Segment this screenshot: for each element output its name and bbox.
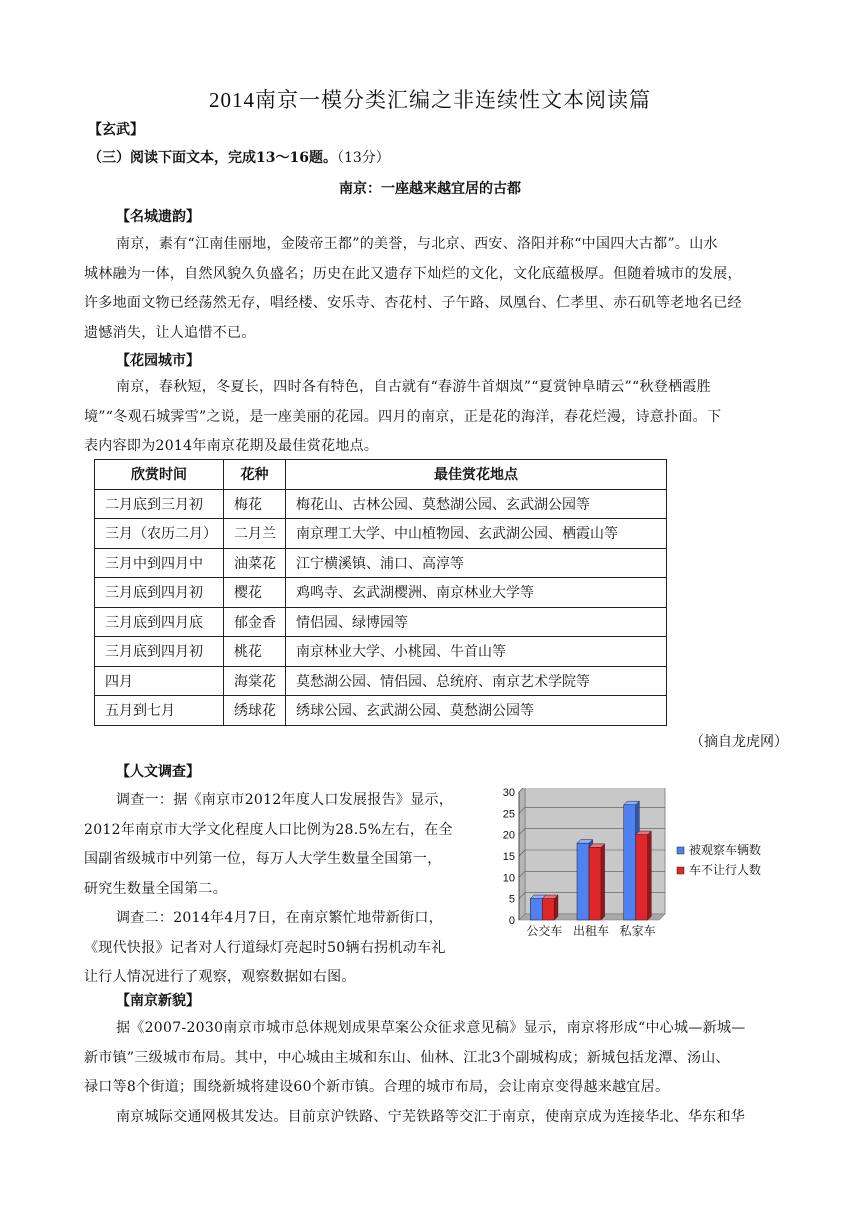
table-cell: 油菜花 bbox=[224, 548, 286, 578]
paragraph-line: 禄口等8个街道；围绕新城将建设60个新市镇。合理的城市布局，会让南京变得越来越宜居。 bbox=[84, 1079, 670, 1095]
paragraph-line: 遗憾消失，让人追惜不已。 bbox=[84, 324, 256, 341]
table-header: 最佳赏花地点 bbox=[286, 460, 667, 490]
y-tick-label: 25 bbox=[502, 808, 515, 821]
bar bbox=[589, 847, 601, 920]
table-cell: 绣球花 bbox=[224, 696, 286, 726]
legend-label: 车不让行人数 bbox=[689, 863, 762, 877]
paragraph-line: 城林融为一体，自然风貌久负盛名；历史在此又遗存下灿烂的文化，文化底蕴极厚。但随着城市的发展， bbox=[84, 265, 742, 282]
table-cell: 四月 bbox=[95, 666, 224, 696]
district-label: 【玄武】 bbox=[88, 122, 144, 138]
table-header: 花种 bbox=[224, 460, 286, 490]
paragraph-line: 境”“冬观石城霁雪”之说，是一座美丽的花园。四月的南京，正是花的海洋，春花烂漫，诗意扑面。下 bbox=[84, 408, 722, 425]
table-cell: 情侣园、绿博园等 bbox=[286, 607, 667, 637]
bar-side bbox=[648, 831, 652, 920]
paragraph-line: 据《2007-2030南京市城市总体规划成果草案公众征求意见稿》显示，南京将形成“中心城—新城— bbox=[116, 1020, 746, 1036]
flower-table bbox=[94, 459, 667, 726]
bar-chart-svg bbox=[493, 788, 773, 944]
paragraph-line: 调查一：据《南京市2012年度人口发展报告》显示， bbox=[116, 792, 454, 808]
legend-swatch bbox=[677, 867, 684, 874]
question-heading bbox=[88, 151, 390, 165]
table-cell: 三月底到四月初 bbox=[95, 637, 224, 667]
table-cell: 海棠花 bbox=[224, 666, 286, 696]
x-category-label: 公交车 bbox=[526, 924, 563, 938]
y-tick-label: 30 bbox=[502, 788, 515, 799]
table-source-note: （摘自龙虎网） bbox=[690, 734, 788, 750]
x-category-label: 私家车 bbox=[619, 924, 656, 938]
table-row bbox=[95, 578, 667, 608]
paragraph-line: 南京城际交通网极其发达。目前京沪铁路、宁芜铁路等交汇于南京，使南京成为连接华北、华东和华 bbox=[116, 1108, 746, 1125]
question-score: （13分） bbox=[336, 150, 390, 166]
table-cell: 二月兰 bbox=[224, 519, 286, 549]
table-cell: 郁金香 bbox=[224, 607, 286, 637]
document-title: 2014南京一模分类汇编之非连续性文本阅读篇 bbox=[209, 88, 651, 112]
pedestrian-yield-chart bbox=[493, 788, 773, 944]
table-cell: 梅花山、古林公园、莫愁湖公园、玄武湖公园等 bbox=[286, 489, 667, 519]
paragraph-line: 《现代快报》记者对人行道绿灯亮起时50辆右拐机动车礼 bbox=[84, 939, 446, 956]
table-cell: 莫愁湖公园、情侣园、总统府、南京艺术学院等 bbox=[286, 666, 667, 696]
table-cell: 桃花 bbox=[224, 637, 286, 667]
table-header: 欣赏时间 bbox=[95, 460, 224, 490]
question-instruction: （三）阅读下面文本，完成13～16题。 bbox=[88, 150, 337, 166]
table-cell: 三月底到四月底 bbox=[95, 607, 224, 637]
plot-side-wall bbox=[519, 788, 525, 920]
bar-side bbox=[601, 844, 605, 920]
table-cell: 樱花 bbox=[224, 578, 286, 608]
y-tick-label: 5 bbox=[508, 893, 515, 906]
table-row bbox=[95, 519, 667, 549]
table-row bbox=[95, 548, 667, 578]
bar-side bbox=[554, 895, 558, 920]
y-tick-label: 0 bbox=[508, 915, 515, 927]
table-row bbox=[95, 637, 667, 667]
table-cell: 绣球公园、玄武湖公园、莫愁湖公园等 bbox=[286, 696, 667, 726]
y-tick-label: 10 bbox=[502, 872, 515, 885]
table-row bbox=[95, 489, 667, 519]
paragraph-line: 让行人情况进行了观察，观察数据如右图。 bbox=[84, 969, 356, 985]
legend-label: 被观察车辆数 bbox=[689, 843, 762, 857]
paragraph-line: 调查二：2014年4月7日，在南京繁忙地带新街口， bbox=[116, 910, 443, 926]
section-garden-text bbox=[84, 373, 784, 462]
paragraph-line: 表内容即为2014年南京花期及最佳赏花地点。 bbox=[84, 438, 379, 454]
section-heading-heritage: 【名城遗韵】 bbox=[116, 209, 200, 225]
x-category-label: 出租车 bbox=[572, 924, 610, 938]
section-heading-new-look: 【南京新貌】 bbox=[116, 993, 200, 1009]
y-tick-label: 20 bbox=[502, 829, 515, 842]
table-row bbox=[95, 666, 667, 696]
section-heritage-text bbox=[84, 230, 784, 348]
table-row bbox=[95, 607, 667, 637]
paragraph-line: 2012年南京市大学文化程度人口比例为28.5%左右，在全 bbox=[84, 821, 453, 838]
table-cell: 二月底到三月初 bbox=[95, 489, 224, 519]
section-survey-text bbox=[84, 786, 484, 993]
table-cell: 鸡鸣寺、玄武湖樱洲、南京林业大学等 bbox=[286, 578, 667, 608]
table-cell: 梅花 bbox=[224, 489, 286, 519]
table-header-row bbox=[95, 460, 667, 490]
y-tick-label: 15 bbox=[502, 851, 515, 863]
table-cell: 三月（农历二月） bbox=[95, 519, 224, 549]
bar bbox=[542, 899, 554, 920]
legend-swatch bbox=[677, 847, 684, 854]
paragraph-line: 南京，素有“江南佳丽地，金陵帝王都”的美誉，与北京、西安、洛阳并称“中国四大古都”。山水 bbox=[116, 236, 718, 252]
table-cell: 三月底到四月初 bbox=[95, 578, 224, 608]
paragraph-line: 国副省级城市中列第一位，每万人大学生数量全国第一， bbox=[84, 851, 442, 867]
paragraph-line: 研究生数量全国第二。 bbox=[84, 880, 227, 897]
table-cell: 五月到七月 bbox=[95, 696, 224, 726]
bar bbox=[624, 805, 636, 920]
paragraph-line: 南京，春秋短，冬夏长，四时各有特色，自古就有“春游牛首烟岚”“夏赏钟阜晴云”“秋登栖霞胜 bbox=[116, 379, 711, 395]
section-new-look-text bbox=[84, 1014, 794, 1132]
table-cell: 三月中到四月中 bbox=[95, 548, 224, 578]
table-cell: 南京林业大学、小桃园、牛首山等 bbox=[286, 637, 667, 667]
section-heading-survey: 【人文调查】 bbox=[116, 764, 200, 780]
table-cell: 江宁横溪镇、浦口、高淳等 bbox=[286, 548, 667, 578]
article-title: 南京：一座越来越宜居的古都 bbox=[339, 181, 521, 197]
table-cell: 南京理工大学、中山植物园、玄武湖公园、栖霞山等 bbox=[286, 519, 667, 549]
paragraph-line: 新市镇”三级城市布局。其中，中心城由主城和东山、仙林、江北3个副城构成；新城包括龙潭、汤山、 bbox=[84, 1049, 730, 1066]
bar bbox=[636, 835, 648, 920]
bar bbox=[530, 899, 542, 920]
table-row bbox=[95, 696, 667, 726]
section-heading-garden: 【花园城市】 bbox=[116, 353, 200, 369]
bar bbox=[577, 843, 589, 920]
paragraph-line: 许多地面文物已经荡然无存，唱经楼、安乐寺、杏花村、子午路、凤凰台、仁孝里、赤石矶等老地名已经 bbox=[84, 295, 742, 311]
